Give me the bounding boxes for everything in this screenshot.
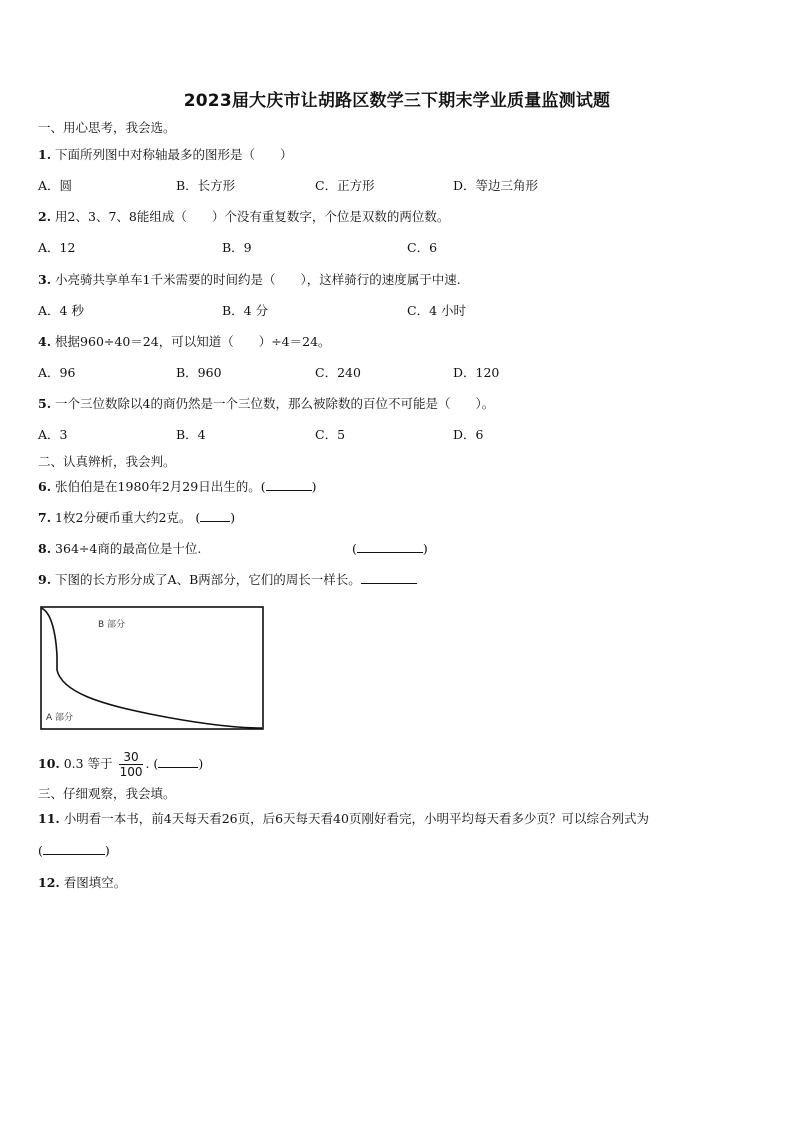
question-1: [38, 146, 293, 164]
paren-open: (: [38, 843, 43, 858]
answer-blank[interactable]: [200, 509, 230, 522]
question-number: 7.: [38, 510, 52, 525]
question-2: [38, 208, 449, 226]
fraction-denominator: 100: [119, 765, 143, 779]
fraction: [119, 750, 144, 779]
question-4: [38, 333, 331, 351]
question-number: 9.: [38, 572, 52, 587]
question-text: 0.3 等于: [63, 756, 113, 771]
paren-close: ): [104, 843, 110, 858]
question-number: 1.: [38, 147, 52, 162]
question-text: 小明看一本书，前4天每天看26页，后6天每天看40页刚好看完，小明平均每天看多少页？可以综合列式为: [63, 811, 649, 826]
q1-option-d: D．等边三角形: [453, 178, 539, 193]
question-text: 364÷4商的最高位是十位.: [55, 541, 202, 556]
answer-blank[interactable]: [43, 842, 105, 855]
label-b-part: B 部分: [98, 620, 126, 630]
q3-option-a: A．4 秒: [38, 303, 84, 318]
rectangle-outline: [41, 607, 263, 729]
rectangle-diagram: [40, 606, 264, 730]
q2-option-c: C．6: [407, 240, 438, 255]
q1-option-c: C．正方形: [315, 178, 375, 193]
paren-close: ): [230, 510, 236, 525]
answer-blank[interactable]: [361, 571, 417, 584]
paren-open: (: [352, 541, 357, 556]
q1-option-a: A．圆: [38, 178, 73, 193]
rectangle-figure: [40, 606, 264, 730]
q1-option-b: B．长方形: [176, 178, 236, 193]
question-5: [38, 395, 494, 413]
label-a-part: A 部分: [46, 713, 74, 723]
question-3: [38, 271, 461, 289]
page-title: 2023届大庆市让胡路区数学三下期末学业质量监测试题: [183, 91, 611, 111]
q3-option-b: B．4 分: [222, 303, 269, 318]
q4-option-a: A．96: [38, 365, 76, 380]
answer-blank[interactable]: [158, 755, 198, 768]
question-number: 11.: [38, 811, 60, 826]
answer-blank[interactable]: [357, 540, 423, 553]
question-11: [38, 810, 649, 828]
question-number: 12.: [38, 875, 60, 890]
question-6: [38, 478, 317, 496]
question-text: 根据960÷40＝24，可以知道（ ）÷4＝24。: [55, 334, 331, 349]
section-heading-3: 三、仔细观察，我会填。: [38, 786, 176, 801]
section-heading-2: 二、认真辨析，我会判。: [38, 454, 176, 469]
q5-option-a: A．3: [38, 427, 68, 442]
question-number: 4.: [38, 334, 52, 349]
q4-option-c: C．240: [315, 365, 361, 380]
question-number: 2.: [38, 209, 52, 224]
q5-option-b: B．4: [176, 427, 206, 442]
question-text: 张伯伯是在1980年2月29日出生的。(: [55, 479, 266, 494]
q4-option-b: B．960: [176, 365, 222, 380]
question-text: 下面所列图中对称轴最多的图形是（ ）: [55, 147, 293, 162]
q2-option-b: B．9: [222, 240, 252, 255]
question-text: 用2、3、7、8能组成（ ）个没有重复数字，个位是双数的两位数。: [55, 209, 450, 224]
q3-option-c: C．4 小时: [407, 303, 466, 318]
q8-answer: [352, 540, 428, 558]
question-8: [38, 540, 201, 558]
question-text: 一个三位数除以4的商仍然是一个三位数，那么被除数的百位不可能是（ ）。: [55, 396, 495, 411]
question-text: 1枚2分硬币重大约2克。 (: [55, 510, 201, 525]
q5-option-c: C．5: [315, 427, 346, 442]
paren-close: ): [198, 756, 204, 771]
fraction-numerator: 30: [123, 750, 139, 764]
paren-close: ): [422, 541, 428, 556]
question-12: [38, 874, 126, 892]
question-text: 看图填空。: [63, 875, 127, 890]
answer-blank[interactable]: [266, 478, 312, 491]
paren-close: ): [311, 479, 317, 494]
q5-option-d: D．6: [453, 427, 484, 442]
question-text-after: . (: [145, 756, 159, 771]
question-text: 下图的长方形分成了A、B两部分，它们的周长一样长。: [55, 572, 361, 587]
question-number: 6.: [38, 479, 52, 494]
q11-answer: [38, 842, 110, 860]
question-text: 小亮骑共享单车1千米需要的时间约是（ ），这样骑行的速度属于中速.: [55, 272, 461, 287]
question-9: [38, 571, 417, 589]
question-number: 3.: [38, 272, 52, 287]
question-number: 5.: [38, 396, 52, 411]
section-heading-1: 一、用心思考，我会选。: [38, 120, 176, 135]
q2-option-a: A．12: [38, 240, 76, 255]
q4-option-d: D．120: [453, 365, 500, 380]
question-7: [38, 509, 235, 527]
question-10: [38, 750, 203, 779]
dividing-curve: [41, 608, 262, 728]
question-number: 8.: [38, 541, 52, 556]
question-number: 10.: [38, 756, 60, 771]
